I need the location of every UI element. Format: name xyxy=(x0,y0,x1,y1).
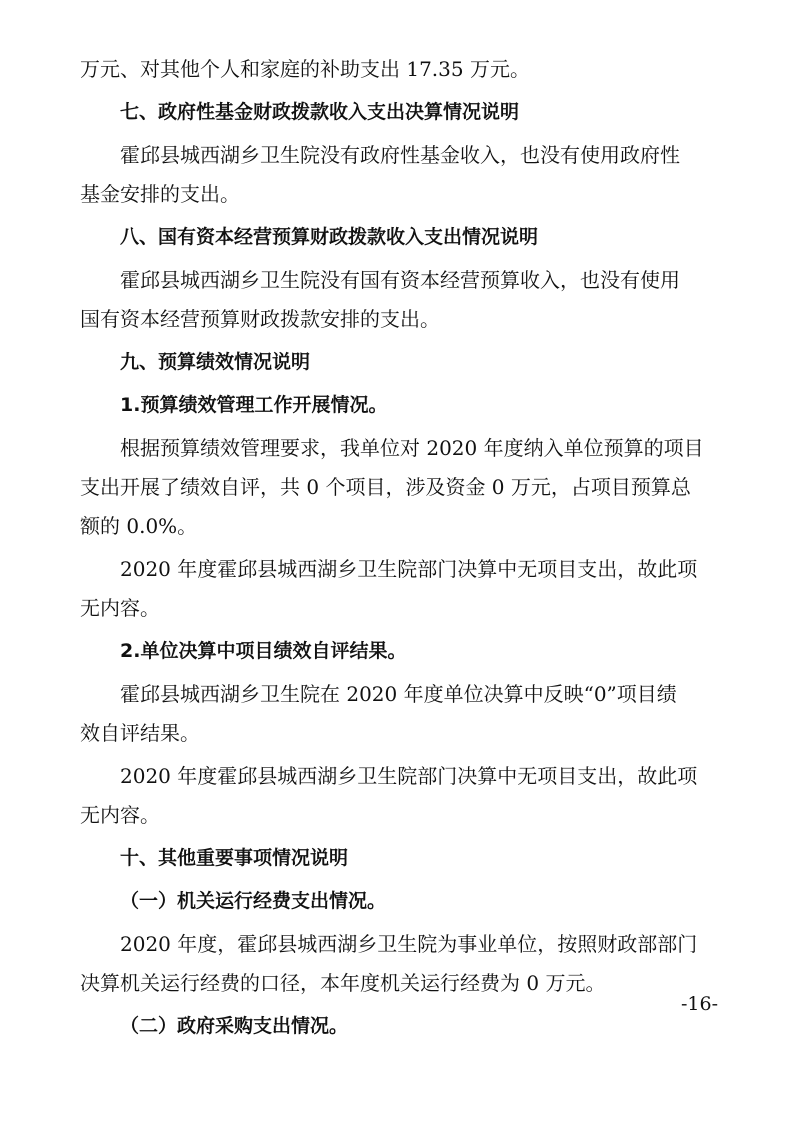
document-page xyxy=(80,50,720,1046)
subsection-heading: 2.单位决算中项目绩效自评结果。 xyxy=(120,640,407,662)
paragraph-line: 国有资本经营预算财政拨款安排的支出。 xyxy=(80,307,440,331)
paragraph-line: 效自评结果。 xyxy=(80,721,200,745)
subsection-heading: 1.预算绩效管理工作开展情况。 xyxy=(120,394,388,416)
paragraph-line: 决算机关运行经费的口径，本年度机关运行经费为 0 万元。 xyxy=(80,971,606,995)
paragraph-line: 无内容。 xyxy=(80,803,160,827)
section-heading: 八、国有资本经营预算财政拨款收入支出情况说明 xyxy=(120,226,539,248)
paragraph-line: 根据预算绩效管理要求，我单位对 2020 年度纳入单位预算的项目 xyxy=(120,436,704,460)
paragraph-line: 霍邱县城西湖乡卫生院没有政府性基金收入，也没有使用政府性 xyxy=(120,143,680,167)
section-heading: 十、其他重要事项情况说明 xyxy=(120,847,349,869)
section-heading: 七、政府性基金财政拨款收入支出决算情况说明 xyxy=(120,101,520,123)
paragraph-line: 2020 年度霍邱县城西湖乡卫生院部门决算中无项目支出，故此项 xyxy=(120,764,698,788)
page-number: -16- xyxy=(680,993,718,1015)
paragraph-line: 基金安排的支出。 xyxy=(80,182,240,206)
section-heading: 九、预算绩效情况说明 xyxy=(120,351,311,373)
subsection-heading: （一）机关运行经费支出情况。 xyxy=(120,890,387,912)
subsection-heading: （二）政府采购支出情况。 xyxy=(120,1015,349,1037)
paragraph-line: 额的 0.0%。 xyxy=(80,514,198,538)
paragraph-line: 2020 年度，霍邱县城西湖乡卫生院为事业单位，按照财政部部门 xyxy=(120,932,698,956)
paragraph-line: 支出开展了绩效自评，共 0 个项目，涉及资金 0 万元，占项目预算总 xyxy=(80,475,691,499)
paragraph-line: 无内容。 xyxy=(80,596,160,620)
paragraph-line: 2020 年度霍邱县城西湖乡卫生院部门决算中无项目支出，故此项 xyxy=(120,557,698,581)
paragraph-line: 霍邱县城西湖乡卫生院在 2020 年度单位决算中反映“0”项目绩 xyxy=(120,682,677,706)
paragraph-line: 霍邱县城西湖乡卫生院没有国有资本经营预算收入，也没有使用 xyxy=(120,268,680,292)
paragraph-line: 万元、对其他个人和家庭的补助支出 17.35 万元。 xyxy=(80,57,530,81)
